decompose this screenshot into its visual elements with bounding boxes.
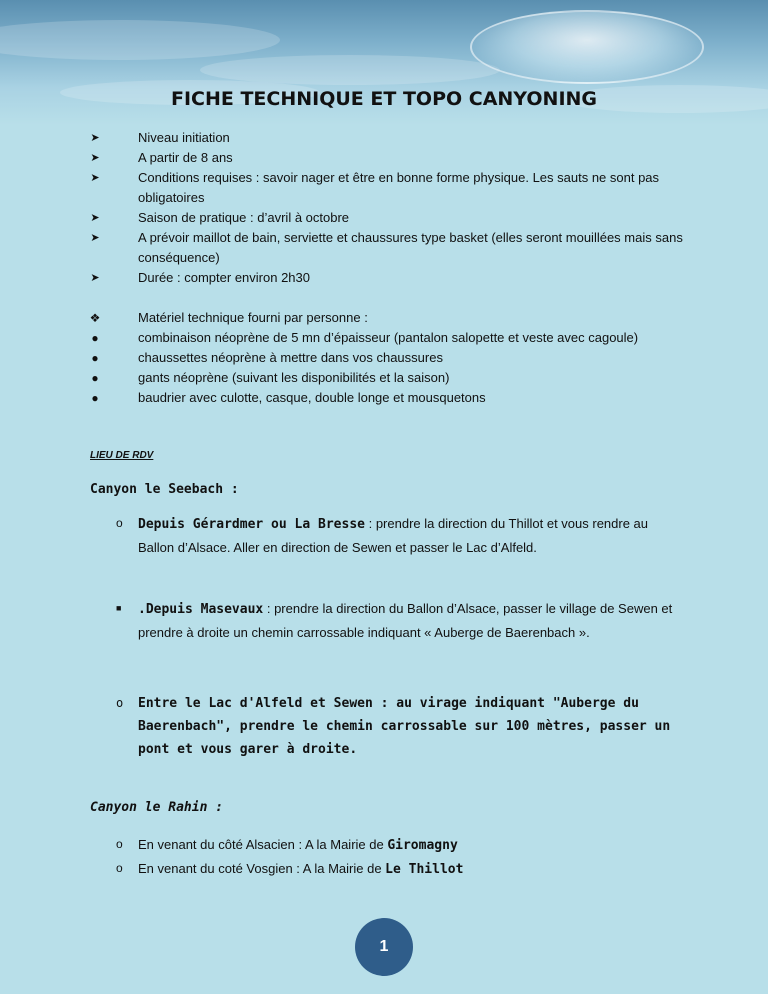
circle-bullet-icon: o [116,837,123,851]
square-bullet-icon: ■ [116,603,122,613]
list-item: ➤ Niveau initiation [88,128,688,148]
list-heading: ❖ Matériel technique fourni par personne : [88,308,688,328]
material-list [88,308,688,408]
arrow-bullet-icon: ➤ [90,272,100,284]
lieu-label: LIEU DE RDV [90,450,154,461]
list-item: ➤ Saison de pratique : d’avril à octobre [88,208,688,228]
dot-bullet-icon: ● [91,331,99,345]
page-number: 1 [355,918,413,976]
seebach-item-1: o Depuis Gérardmer ou La Bresse : prendre la direction du Thillot et vous rendre au Ballon d’Alsace. Aller en direction de Sewen et passer le Lac d’Alfeld. [116,512,676,559]
list-item: ● combinaison néoprène de 5 mn d’épaisseur (pantalon salopette et veste avec cagoule) [88,328,688,348]
seebach-item-2: ■ .Depuis Masevaux : prendre la direction du Ballon d’Alsace, passer le village de Sewen et prendre à droite un chemin carrossable indiquant « Auberge de Baerenbach ». [116,597,676,644]
list-item: ➤ Conditions requises : savoir nager et être en bonne forme physique. Les sauts ne sont pas obligatoires [88,168,688,208]
arrow-bullet-icon: ➤ [90,212,100,224]
list-item: ➤ Durée : compter environ 2h30 [88,268,688,288]
seebach-heading: Canyon le Seebach : [90,482,239,497]
water-droplet [470,10,704,84]
dot-bullet-icon: ● [91,351,99,365]
dot-bullet-icon: ● [91,371,99,385]
rahin-item-2: o En venant du coté Vosgien : A la Mairie de Le Thillot [116,857,676,881]
dot-bullet-icon: ● [91,391,99,405]
arrow-bullet-icon: ➤ [90,132,100,144]
seebach-item-3: o Entre le Lac d'Alfeld et Sewen : au virage indiquant "Auberge du Baerenbach", prendre le chemin carrossable sur 100 mètres, passer un pont et vous garer à droite. [116,692,676,761]
arrow-bullet-icon: ➤ [90,172,100,184]
list-item: ● gants néoprène (suivant les disponibilités et la saison) [88,368,688,388]
list-item: ➤ A partir de 8 ans [88,148,688,168]
circle-bullet-icon: o [116,696,124,710]
list-item: ● baudrier avec culotte, casque, double longe et mousquetons [88,388,688,408]
diamond-bullet-icon: ❖ [89,311,101,325]
page-title: FICHE TECHNIQUE ET TOPO CANYONING [170,88,598,110]
rahin-heading: Canyon le Rahin : [90,800,224,815]
circle-bullet-icon: o [116,516,123,530]
rahin-item-1: o En venant du côté Alsacien : A la Mairie de Giromagny [116,833,676,857]
water-ripple [0,20,280,60]
list-item: ● chaussettes néoprène à mettre dans vos chaussures [88,348,688,368]
arrow-bullet-icon: ➤ [90,232,100,244]
info-list [88,128,688,288]
circle-bullet-icon: o [116,861,123,875]
list-item: ➤ A prévoir maillot de bain, serviette et chaussures type basket (elles seront mouillées mais sans conséquence) [88,228,688,268]
arrow-bullet-icon: ➤ [90,152,100,164]
